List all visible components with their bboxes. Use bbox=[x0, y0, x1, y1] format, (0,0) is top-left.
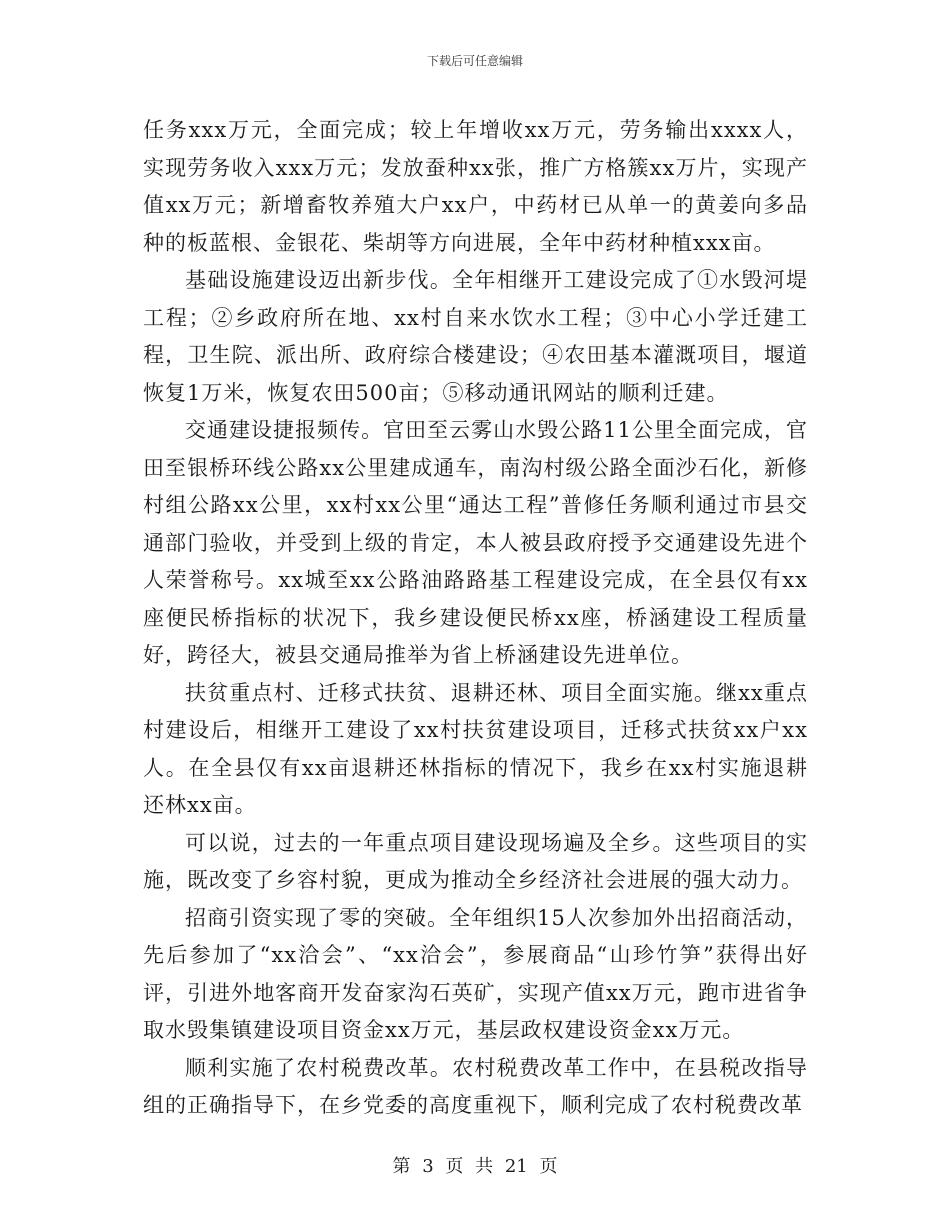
paragraph-tax-reform: 顺利实施了农村税费改革。农村税费改革工作中，在县税改指导组的正确指导下，在乡党委的高度重视下，顺利完成了农村税费改革 bbox=[143, 1055, 808, 1117]
paragraph-continuation: 任务xxx万元，全面完成；较上年增收xx万元，劳务输出xxxx人，实现劳务收入xxx万元；发放蚕种xx张，推广方格簇xx万片，实现产值xx万元；新增畜牧养殖大户xx户，中药材已从单一的黄姜向多品种的板蓝根、金银花、柴胡等方向进展，全年中药材种植xxx亩。 bbox=[143, 118, 808, 255]
body-text bbox=[143, 112, 808, 1125]
paragraph-investment: 招商引资实现了零的突破。全年组织15人次参加外出招商活动，先后参加了“xx洽会”、“xx洽会”，参展商品“山珍竹笋”获得出好评，引进外地客商开发奋家沟石英矿，实现产值xx万元，跑市进省争取水毁集镇建设项目资金xx万元，基层政权建设资金xx万元。 bbox=[143, 905, 808, 1042]
paragraph-poverty-relief: 扶贫重点村、迁移式扶贫、退耕还林、项目全面实施。继xx重点村建设后，相继开工建设了xx村扶贫建设项目，迁移式扶贫xx户xx人。在全县仅有xx亩退耕还林指标的情况下，我乡在xx村实施退耕还林xx亩。 bbox=[143, 680, 808, 817]
paragraph-infrastructure: 基础设施建设迈出新步伐。全年相继开工建设完成了①水毁河堤工程；②乡政府所在地、xx村自来水饮水工程；③中心小学迁建工程，卫生院、派出所、政府综合楼建设；④农田基本灌溉项目，堰道恢复1万米，恢复农田500亩；⑤移动通讯网站的顺利迁建。 bbox=[143, 268, 808, 405]
paragraph-transport: 交通建设捷报频传。官田至云雾山水毁公路11公里全面完成，官田至银桥环线公路xx公里建成通车，南沟村级公路全面沙石化，新修村组公路xx公里，xx村xx公里“通达工程”普修任务顺利通过市县交通部门验收，并受到上级的肯定，本人被县政府授予交通建设先进个人荣誉称号。xx城至xx公路油路路基工程建设完成，在全县仅有xx座便民桥指标的状况下，我乡建设便民桥xx座，桥涵建设工程质量好，跨径大，被县交通局推举为省上桥涵建设先进单位。 bbox=[143, 418, 808, 667]
paragraph-summary: 可以说，过去的一年重点项目建设现场遍及全乡。这些项目的实施，既改变了乡容村貌，更成为推动全乡经济社会进展的强大动力。 bbox=[143, 830, 808, 892]
page-header: 下载后可任意编辑 bbox=[426, 54, 523, 68]
page-footer: 第 3 页 共 21 页 bbox=[392, 1156, 558, 1177]
